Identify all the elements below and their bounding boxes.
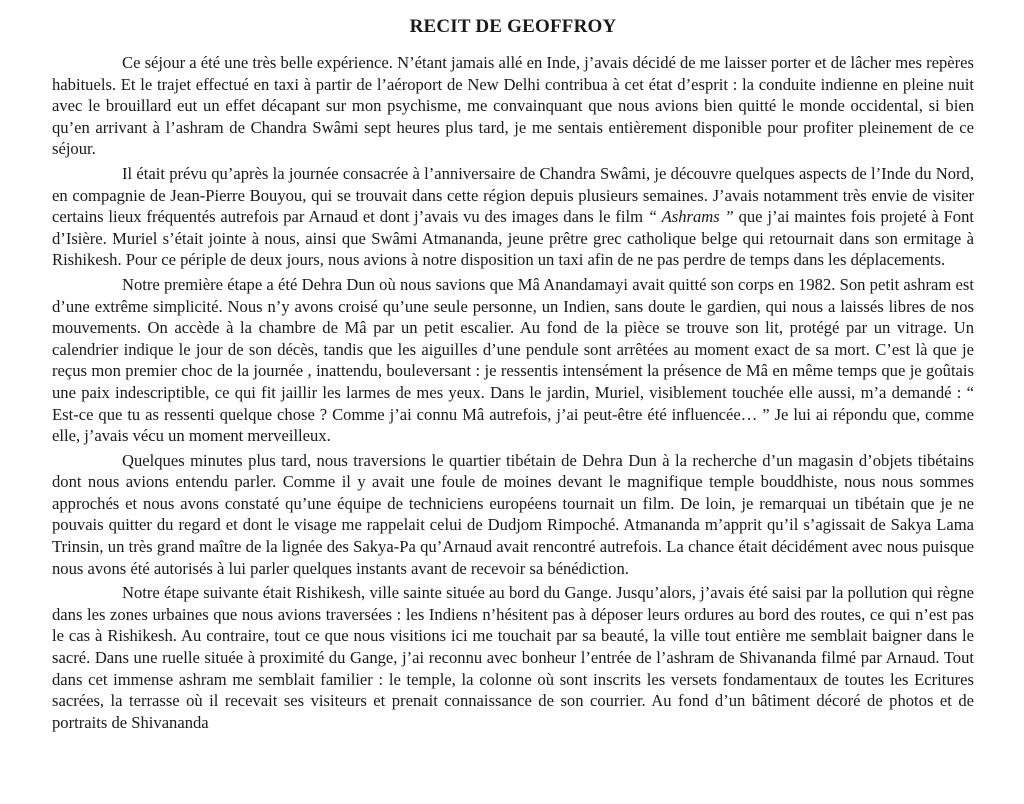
paragraph-3-text: Notre première étape a été Dehra Dun où nous savions que Mâ Anandamayi avait quitté son corps en 1982. Son petit ashram est d’une extrême simplicité. Nous n’y avons croisé qu’une seule personne, un Indien, sans doute le gardien, qui nous a laissés libres de nos mouvements. On accède à la chambre de Mâ par un petit escalier. Au fond de la pièce se trouve son lit, protégé par un vitrage. Un calendrier indique le jour de son décès, tandis que les aiguilles d’une pendule sont arrêtées au moment exact de sa mort. C’est là que je reçus mon premier choc de la journée , inattendu, bouleversant : je ressentis intensément la présence de Mâ en même temps que je goûtais une paix indescriptible, ce qui fit jaillir les larmes de mes yeux. Dans le jardin, Muriel, visiblement touchée elle aussi, m’a demandé : “ Est-ce que tu as ressenti quelque chose ? Comme j’ai connu Mâ autrefois, j’ai peut-être été influencée… ” Je lui ai répondu que, comme elle, j’avais vécu un moment merveilleux. (52, 274, 974, 446)
paragraph-3 (52, 274, 974, 447)
paragraph-1 (52, 52, 974, 160)
paragraph-2-text-start: Il était prévu qu’après la journée consacrée à l’anniversaire de Chandra Swâmi, je découvre quelques aspects de l’Inde du Nord, en compagnie de Jean-Pierre Bouyou, qui se trouvait dans cette région depuis plusieurs semaines. J’avais notamment très envie de visiter certains lieux fréquentés autrefois par Arnaud et dont j’avais vu des images dans le film (52, 163, 974, 227)
paragraph-1-text: Ce séjour a été une très belle expérience. N’étant jamais allé en Inde, j’avais décidé de me laisser porter et de lâcher mes repères habituels. Et le trajet effectué en taxi à partir de l’aéroport de New Delhi contribua à cet état d’esprit : la conduite indienne en pleine nuit avec le brouillard eut un effet décapant sur mon psychisme, me convainquant que nous avions bien quitté le monde occidental, si bien qu’en arrivant à l’ashram de Chandra Swâmi sept heures plus tard, je me sentais entièrement disponible pour profiter pleinement de ce séjour. (52, 53, 974, 159)
paragraph-4 (52, 450, 974, 580)
paragraph-4-text: Quelques minutes plus tard, nous traversions le quartier tibétain de Dehra Dun à la recherche d’un magasin d’objets tibétains dont nous avions entendu parler. Comme il y avait une foule de moines devant le magnifique temple bouddhiste, nous nous sommes approchés et nous avons constaté qu’une équipe de techniciens européens tournait un film. De loin, je remarquai un tibétain que je ne pouvais quitter du regard et dont le visage me rappelait celui de Dudjom Rimpoché. Atmananda m’apprit qu’il s’agissait de Sakya Lama Trinsin, un très grand maître de la lignée des Sakya-Pa qu’Arnaud avait rencontré autrefois. La chance était décidément avec nous puisque nous avons été autorisés à lui parler quelques instants avant de recevoir sa bénédiction. (52, 450, 974, 578)
paragraph-2-text-end: que j’ai maintes fois projeté à Font d’Isière. Muriel s’était jointe à nous, ainsi que Swâmi Atmananda, jeune prêtre grec catholique belge qui retournait dans son ermitage à Rishikesh. Pour ce périple de deux jours, nous avions à notre disposition un taxi afin de ne pas perdre de temps dans les déplacements. (52, 207, 974, 270)
paragraph-5-text: Notre étape suivante était Rishikesh, ville sainte située au bord du Gange. Jusqu’alors, j’avais été saisi par la pollution qui règne dans les zones urbaines que nous avions traversées : les Indiens n’hésitent pas à déposer leurs ordures au bord des routes, ce qui n’est pas le cas à Rishikesh. Au contraire, tout ce que nous visitions ici me touchait par sa beauté, la ville tout entière me semblait baigner dans le sacré. Dans une ruelle située à proximité du Gange, j’ai reconnu avec bonheur l’entrée de l’ashram de Shivananda filmé par Arnaud. Tout dans cet immense ashram me semblait familier : le temple, la colonne où sont inscrits les versets fondamentaux de toutes les Ecritures sacrées, la terrasse où il recevait ses visiteurs et prenait connaissance de son courrier. Au fond d’un bâtiment décoré de photos et de portraits de Shivananda (52, 583, 974, 732)
film-title: “ Ashrams ” (647, 207, 734, 227)
document-title: RECIT DE GEOFFROY (409, 16, 617, 37)
paragraph-2 (52, 163, 974, 271)
document-page (52, 0, 974, 736)
paragraph-5 (52, 582, 974, 733)
